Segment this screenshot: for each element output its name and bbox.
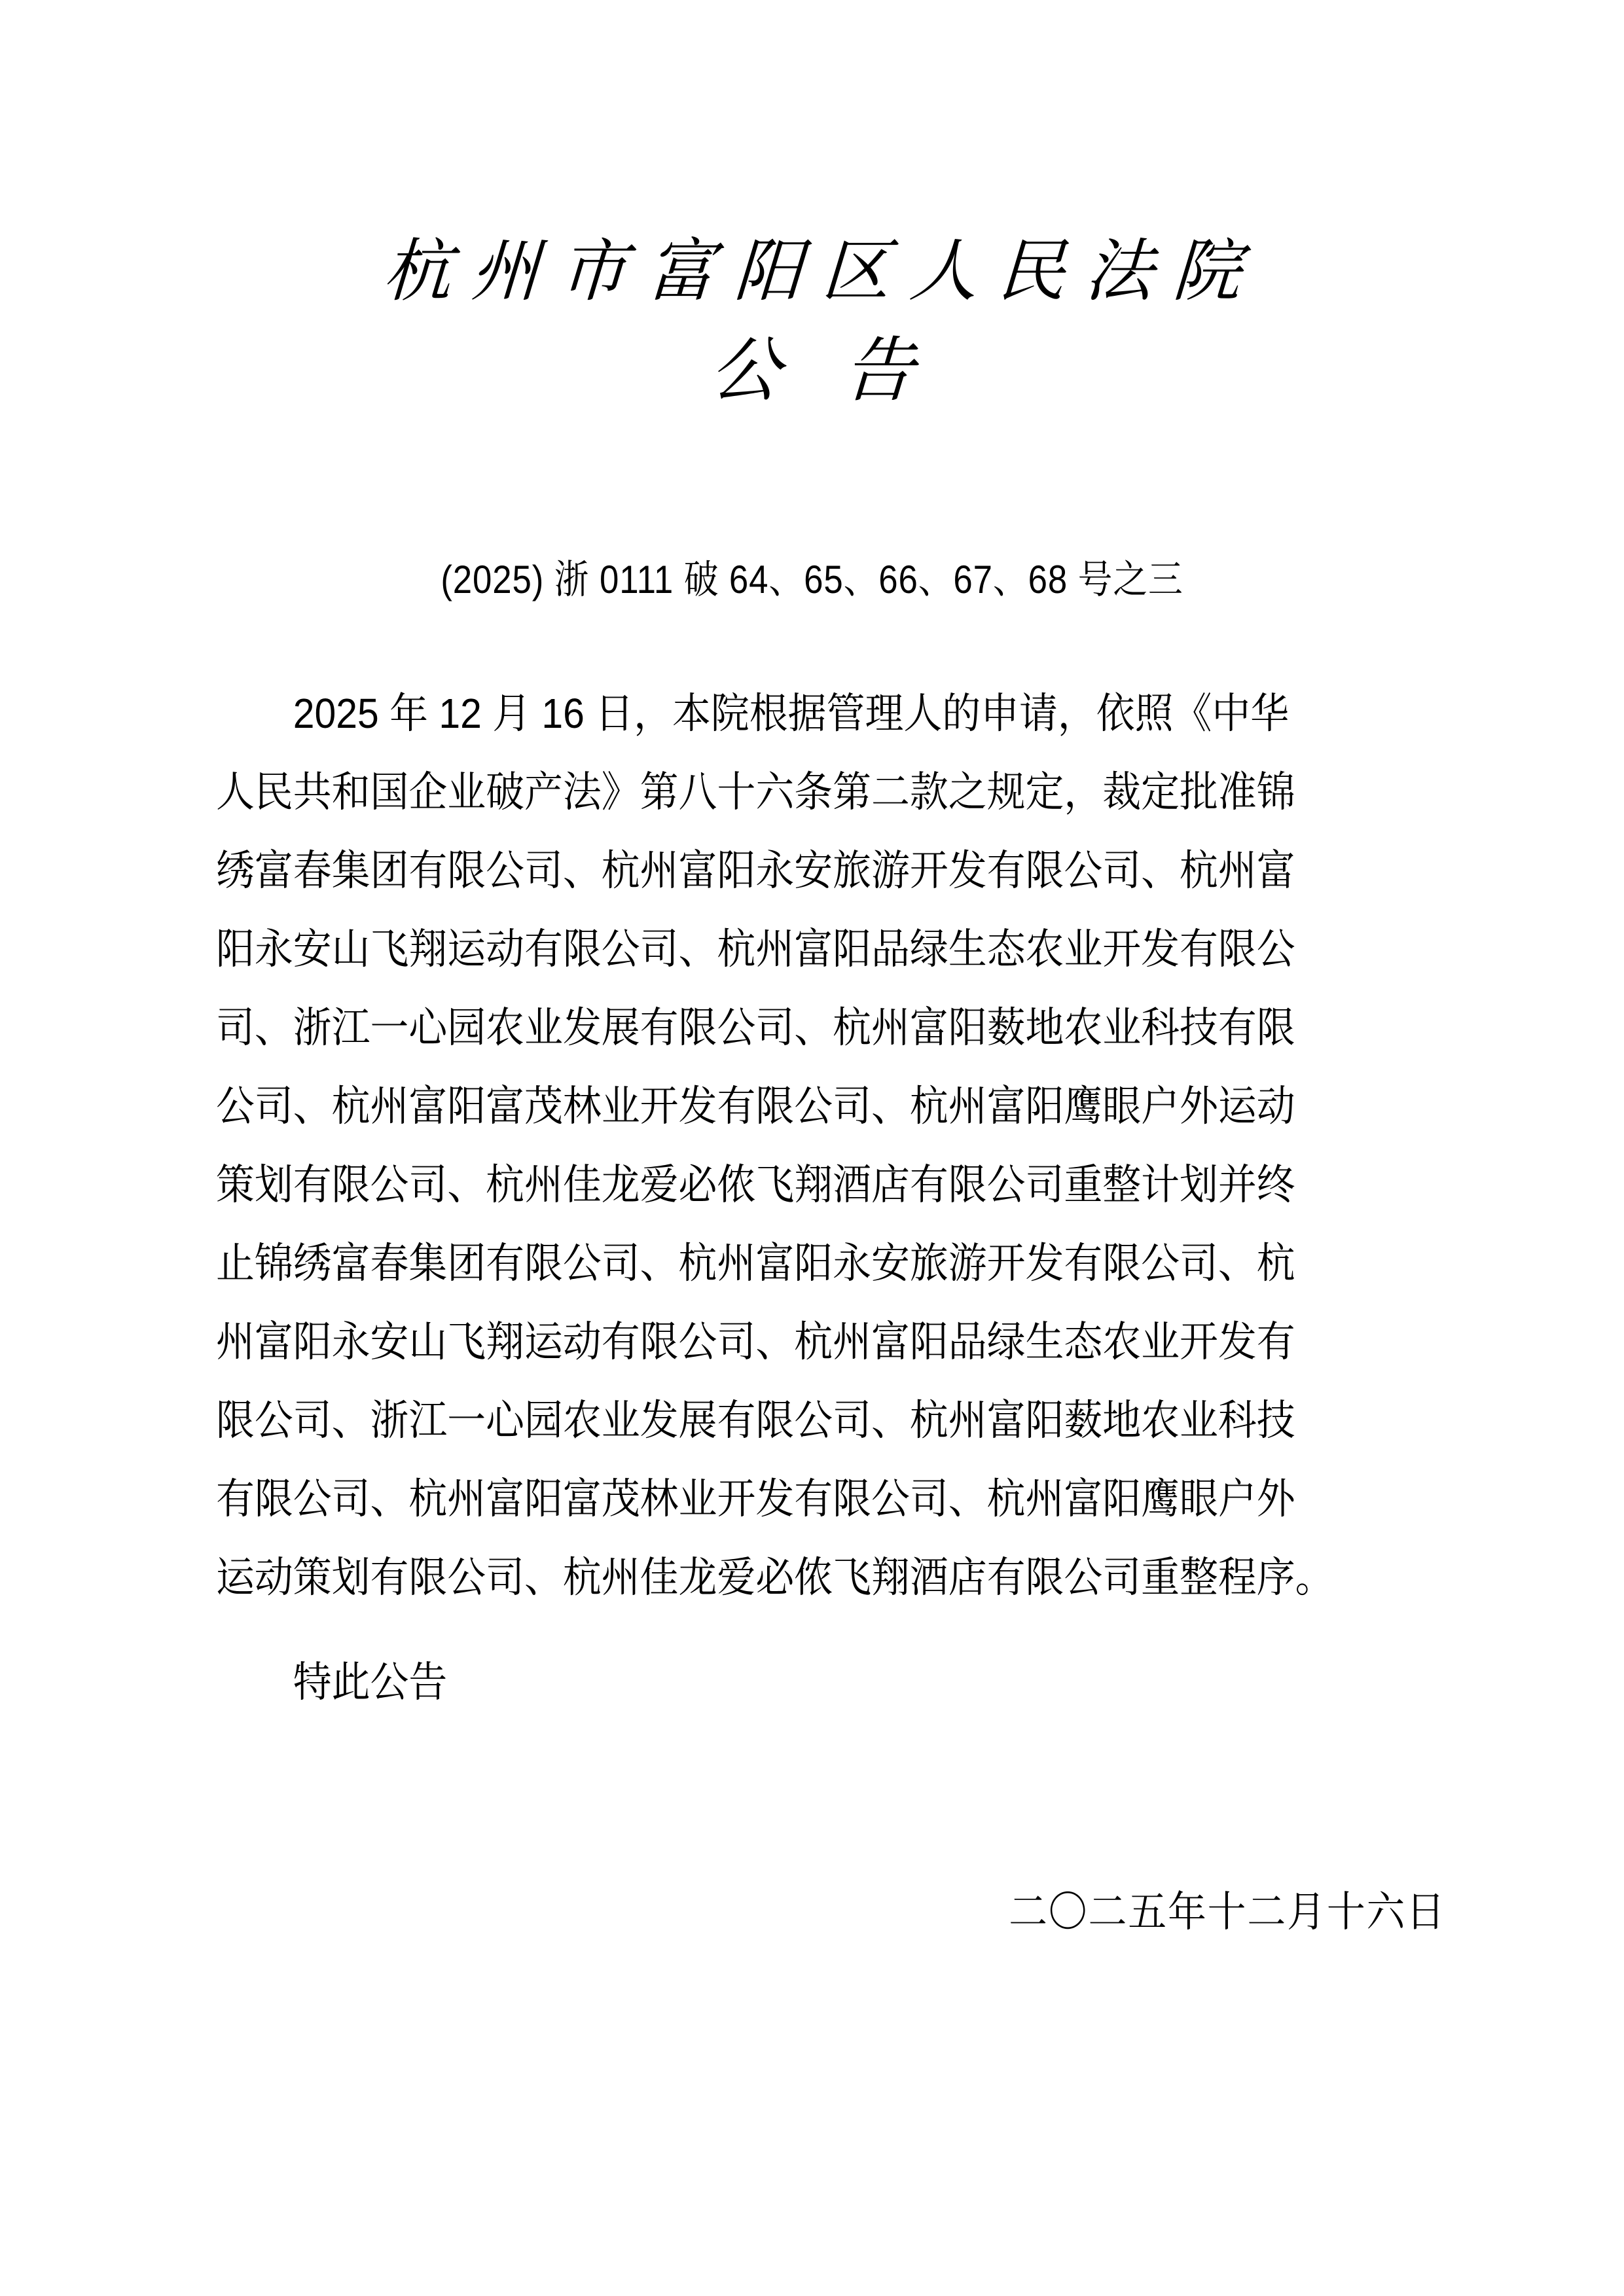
document-kind-title: 公告 [708,332,979,410]
body-line: 公司、杭州富阳富茂林业开发有限公司、杭州富阳鹰眼户外运动 [216,1083,1295,1130]
masthead [0,232,1624,412]
issue-date: 二〇二五年十二月十六日 [1009,1888,1446,1935]
closing-note: 特此公告 [293,1659,448,1706]
court-name-title: 杭州市富阳区人民法院 [381,234,1263,310]
case-number: (2025) 浙 0111 破 64、65、66、67、68 号之三 [441,558,1183,601]
body-line: 司、浙江一心园农业发展有限公司、杭州富阳薮地农业科技有限 [216,1004,1295,1051]
body-line: 策划有限公司、杭州佳龙爱必侬飞翔酒店有限公司重整计划并终 [216,1161,1295,1208]
body-line: 有限公司、杭州富阳富茂林业开发有限公司、杭州富阳鹰眼户外 [216,1475,1295,1522]
body-line: 2025 年 12 月 16 日，本院根据管理人的申请，依照《中华 [293,690,1290,737]
signature-block [0,1885,1446,1939]
body-line: 止锦绣富春集团有限公司、杭州富阳永安旅游开发有限公司、杭 [216,1240,1295,1287]
body-line: 限公司、浙江一心园农业发展有限公司、杭州富阳薮地农业科技 [216,1397,1295,1444]
body-line: 绣富春集团有限公司、杭州富阳永安旅游开发有限公司、杭州富 [216,847,1295,894]
body-line: 人民共和国企业破产法》第八十六条第二款之规定，裁定批准锦 [216,768,1295,816]
body-line: 运动策划有限公司、杭州佳龙爱必侬飞翔酒店有限公司重整程序。 [216,1554,1334,1601]
body-paragraph [216,674,1447,1617]
body-line: 州富阳永安山飞翔运动有限公司、杭州富阳品绿生态农业开发有 [216,1318,1295,1365]
body-line: 阳永安山飞翔运动有限公司、杭州富阳品绿生态农业开发有限公 [216,925,1295,973]
